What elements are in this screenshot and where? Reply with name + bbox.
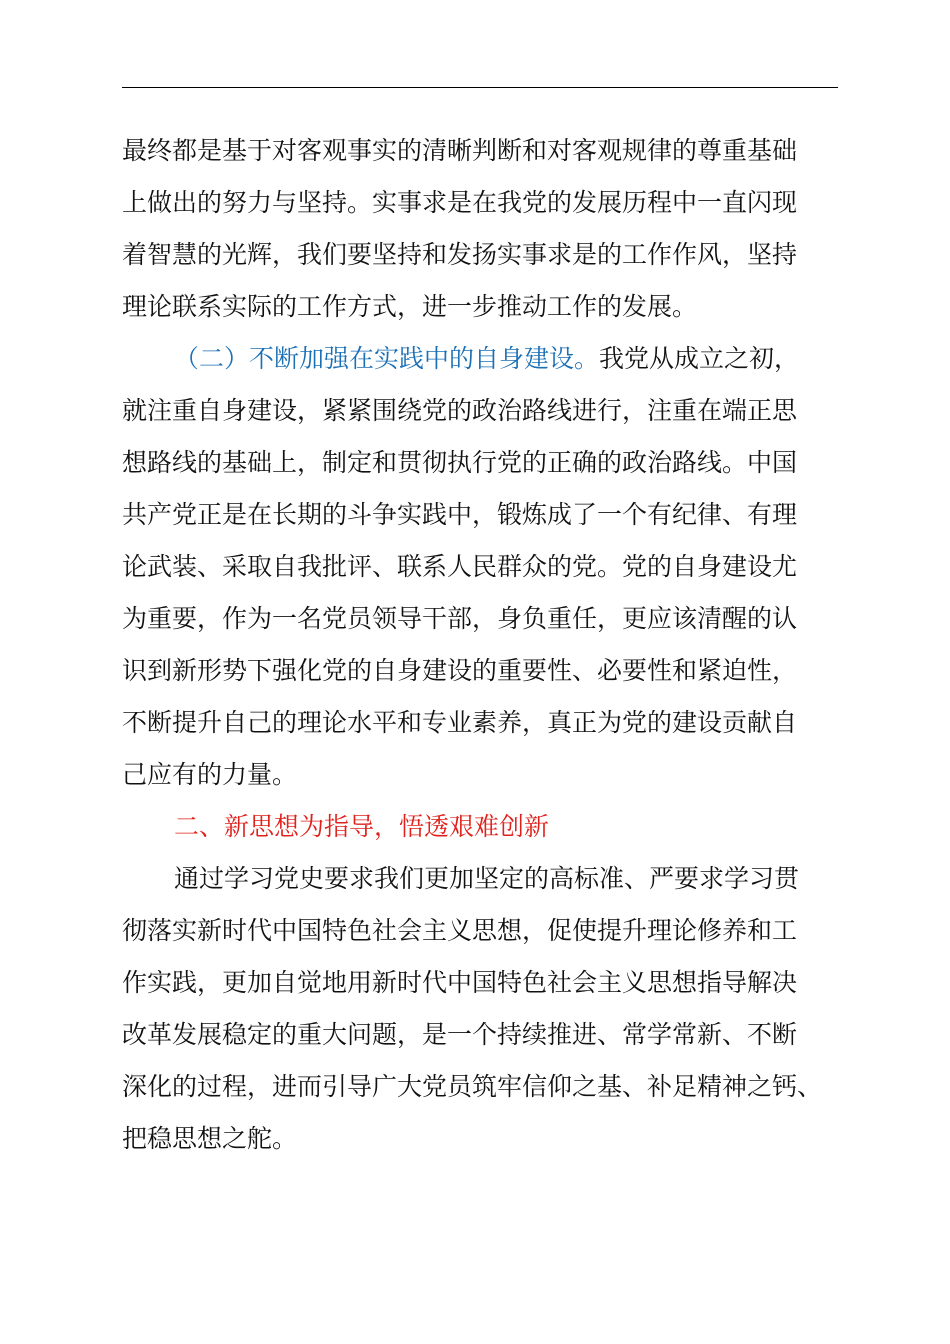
paragraph-2-line-8: 不断提升自己的理论水平和专业素养，真正为党的建设贡献自 [122,708,798,737]
header-rule [122,87,838,88]
paragraph-2-line-1: （二）不断加强在实践中的自身建设。我党从成立之初， [0,339,950,379]
paragraph-2-line-7: 识到新形势下强化党的自身建设的重要性、必要性和紧迫性， [122,656,798,685]
paragraph-3-line-1: 通过学习党史要求我们更加坚定的高标准、严要求学习贯 [174,864,800,893]
paragraph-2-line-3: 想路线的基础上，制定和贯彻执行党的正确的政治路线。中国 [122,448,798,477]
paragraph-1-line-4: 理论联系实际的工作方式，进一步推动工作的发展。 [122,292,698,321]
paragraph-2-line-2: 就注重自身建设，紧紧围绕党的政治路线进行，注重在端正思 [122,396,798,425]
paragraph-2-line-4: 共产党正是在长期的斗争实践中，锻炼成了一个有纪律、有理 [122,500,798,529]
paragraph-2-line-5: 论武装、采取自我批评、联系人民群众的党。党的自身建设尤 [122,552,798,581]
paragraph-1-line-3: 着智慧的光辉，我们要坚持和发扬实事求是的工作作风，坚持 [122,240,798,269]
paragraph-3-line-3: 作实践，更加自觉地用新时代中国特色社会主义思想指导解决 [122,968,798,997]
subheading-2: （二）不断加强在实践中的自身建设。 [174,344,600,373]
paragraph-2-line-6: 为重要，作为一名党员领导干部，身负重任，更应该清醒的认 [122,604,798,633]
paragraph-1-line-2: 上做出的努力与坚持。实事求是在我党的发展历程中一直闪现 [122,188,798,217]
paragraph-2-line-9: 己应有的力量。 [122,760,298,789]
section-2-heading: 二、新思想为指导，悟透艰难创新 [174,812,550,841]
paragraph-3-line-5: 深化的过程，进而引导广大党员筑牢信仰之基、补足精神之钙、 [122,1072,823,1101]
paragraph-3-line-4: 改革发展稳定的重大问题，是一个持续推进、常学常新、不断 [122,1020,798,1049]
paragraph-3-line-2: 彻落实新时代中国特色社会主义思想，促使提升理论修养和工 [122,916,798,945]
paragraph-3-line-6: 把稳思想之舵。 [122,1124,298,1153]
paragraph-1-line-1: 最终都是基于对客观事实的清晰判断和对客观规律的尊重基础 [122,136,798,165]
